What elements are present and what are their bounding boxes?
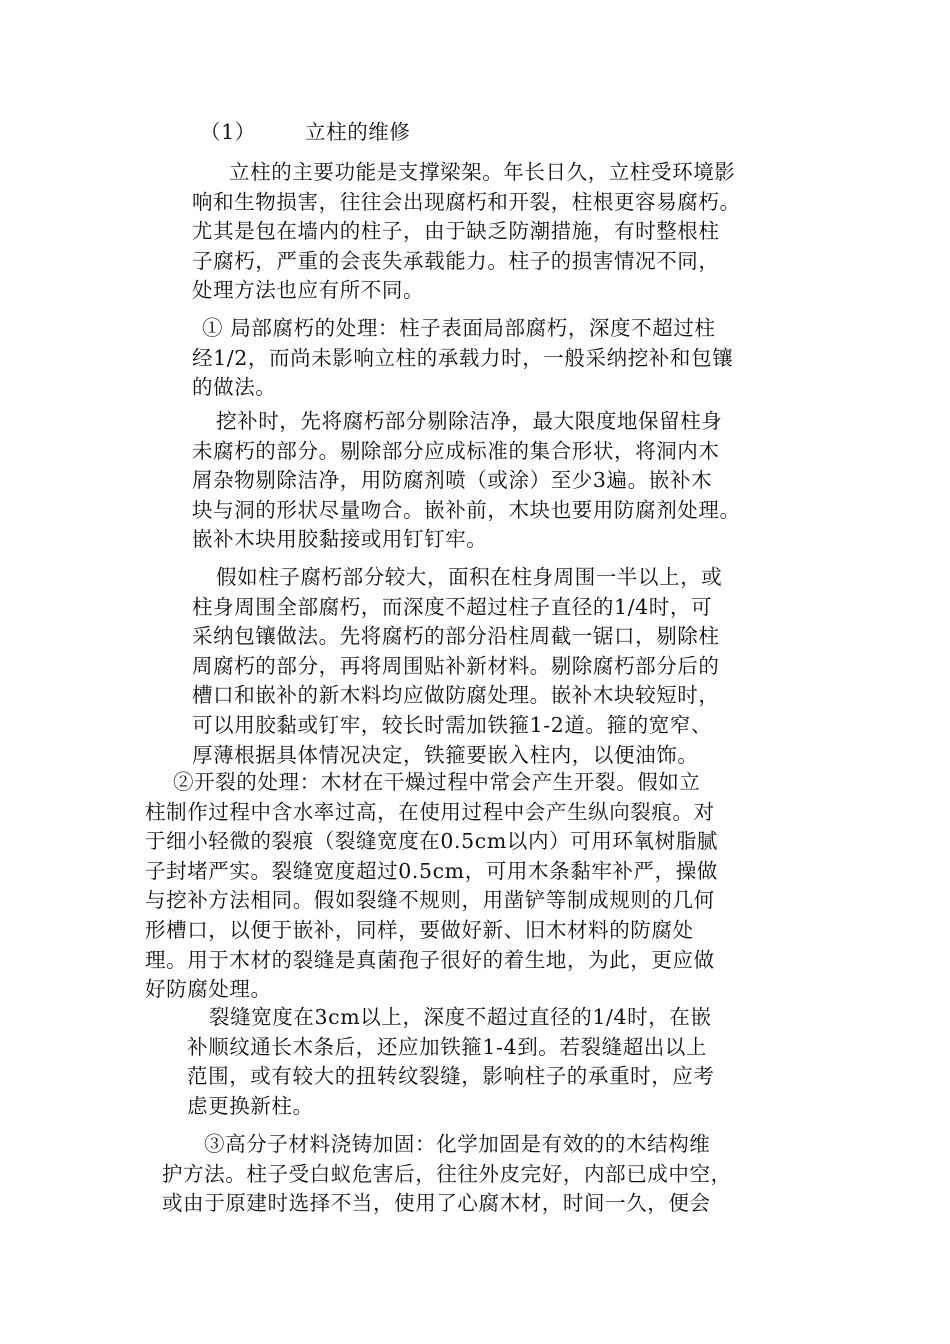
text-line: 虑更换新柱。 [187,1093,314,1118]
text-line: 裂缝宽度在3cm以上，深度不超过直径的1/4时，在嵌 [209,1005,712,1029]
text-line: 立柱的主要功能是支撑梁架。年长日久，立柱受环境影 [229,160,736,184]
text-line: 补顺纹通长木条后，还应加铁箍1-4到。若裂缝超出以上 [187,1034,708,1059]
text-line: 子封堵严实。裂缝宽度超过0.5cm，可用木条黏牢补严，操做 [145,858,718,883]
text-line: 尤其是包在墙内的柱子，由于缺乏防潮措施，有时整根柱 [192,219,720,244]
paragraph-wide-cracks [187,1003,715,1121]
text-line: 块与洞的形状尽量吻合。嵌补前，木块也要用防腐剂处理。 [192,497,741,522]
paragraph-cracking [145,768,718,1005]
text-line: 与挖补方法相同。假如裂缝不规则，用凿铲等制成规则的几何 [145,888,715,913]
section-title: 立柱的维修 [305,120,411,144]
text-line: 或由于原建时选择不当，使用了心腐木材，时间一久，便会 [162,1191,711,1216]
text-line: 子腐朽，严重的会丧失承载能力。柱子的损害情况不同， [192,248,720,273]
text-line: 形槽口，以便于嵌补，同样，要做好新、旧木材料的防腐处 [145,917,694,942]
text-line: 周腐朽的部分，再将周围贴补新材料。剔除腐朽部分后的 [192,653,720,678]
text-line: ②开裂的处理：木材在干燥过程中常会产生开裂。假如立 [173,770,701,794]
text-line: 处理方法也应有所不同。 [192,278,425,303]
text-line: 假如柱子腐朽部分较大，面积在柱身周围一半以上，或 [216,565,723,589]
text-line: 柱身周围全部腐朽，而深度不超过柱子直径的1/4时，可 [192,594,713,619]
text-line: 嵌补木块用胶黏接或用钉钉牢。 [192,527,488,552]
text-line: 范围，或有较大的扭转纹裂缝，影响柱子的承重时，应考 [187,1064,715,1089]
text-line: 护方法。柱子受白蚁危害后，往往外皮完好，内部已成中空， [162,1161,732,1186]
text-line: 响和生物损害，往往会出现腐朽和开裂，柱根更容易腐朽。 [192,189,741,214]
text-line: 采纳包镶做法。先将腐朽的部分沿柱周截一锯口，剔除柱 [192,624,720,649]
text-line: 屑杂物剔除洁净，用防腐剂喷（或涂）至少3遍。嵌补木 [192,468,713,493]
paragraph-patching [192,407,741,555]
text-line: 柱制作过程中含水率过高，在使用过程中会产生纵向裂痕。对 [145,799,715,824]
text-line: ③高分子材料浇铸加固：化学加固是有效的的木结构维 [204,1132,711,1156]
text-line: 挖补时，先将腐朽部分剔除洁净，最大限度地保留柱身 [216,409,723,433]
text-line: 的做法。 [192,375,277,400]
text-line: 好防腐处理。 [145,977,272,1002]
text-line: 经1/2，而尚未影响立柱的承载力时，一般采纳挖补和包镶 [192,345,734,370]
paragraph-polymer [162,1130,732,1219]
text-line: 厚薄根据具体情况决定，铁箍要嵌入柱内，以便油饰。 [192,742,699,767]
text-line: 未腐朽的部分。剔除部分应成标准的集合形状，将洞内木 [192,438,720,463]
text-line: 理。用于木材的裂缝是真菌孢子很好的着生地，为此，更应做 [145,947,715,972]
text-line: 于细小轻微的裂痕（裂缝宽度在0.5cm以内）可用环氧树脂腻 [145,829,718,854]
paragraph-intro [192,158,741,306]
text-line: ① 局部腐朽的处理：柱子表面局部腐朽，深度不超过柱 [202,316,716,340]
paragraph-local-decay [192,314,733,403]
text-line: 可以用胶黏或钉牢，较长时需加铁箍1-2道。箍的宽窄、 [192,712,713,737]
section-heading [200,118,411,147]
section-number: （1） [200,120,256,144]
paragraph-wrapping [192,563,722,770]
text-line: 槽口和嵌补的新木料均应做防腐处理。嵌补木块较短时， [192,683,720,708]
